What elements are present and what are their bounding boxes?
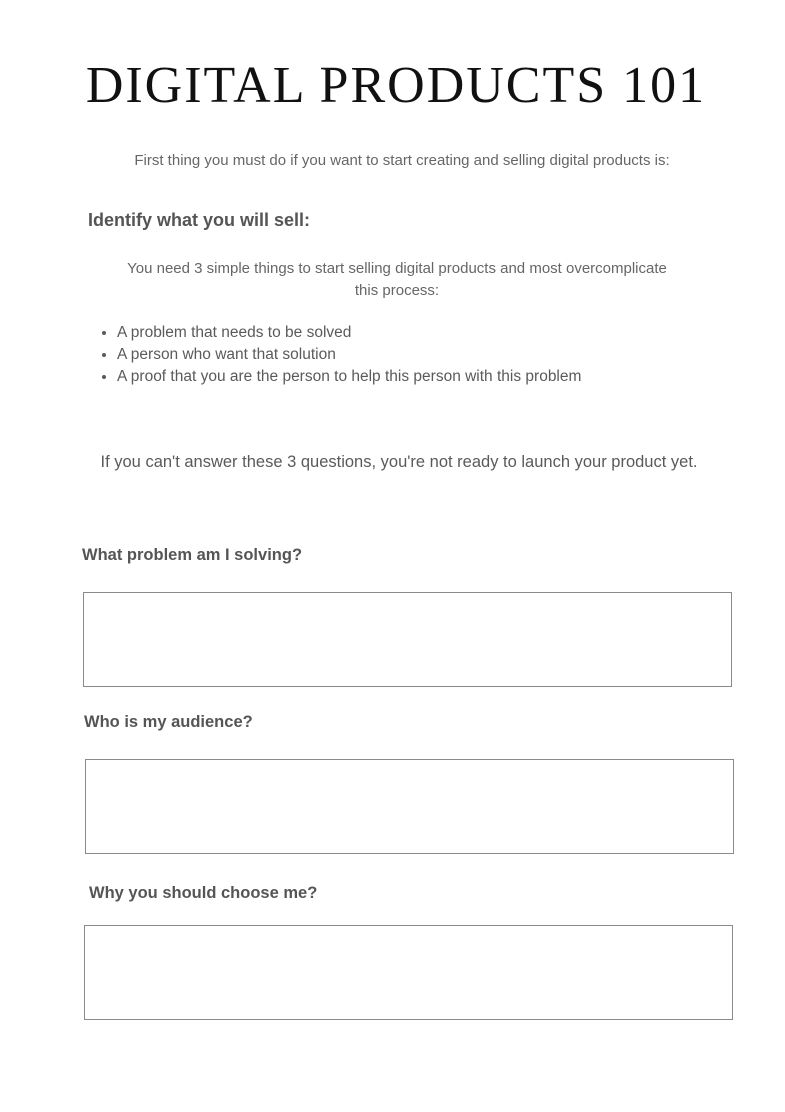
question-label-choose-me: Why you should choose me? xyxy=(89,884,318,902)
warning-text: If you can't answer these 3 questions, you're not ready to launch your product yet. xyxy=(100,453,698,471)
requirements-list xyxy=(99,322,581,388)
answer-box-choose-me[interactable] xyxy=(84,925,733,1020)
list-item: • A proof that you are the person to help this person with this problem xyxy=(117,366,581,388)
answer-box-audience[interactable] xyxy=(85,759,734,854)
list-item: • A person who want that solution xyxy=(117,344,581,366)
question-label-audience: Who is my audience? xyxy=(84,713,253,731)
page-title: DIGITAL PRODUCTS 101 xyxy=(85,57,707,114)
question-label-problem: What problem am I solving? xyxy=(82,546,303,564)
identify-heading: Identify what you will sell: xyxy=(88,210,311,230)
intro-text: First thing you must do if you want to start creating and selling digital products is: xyxy=(134,152,670,169)
answer-box-problem[interactable] xyxy=(83,592,732,687)
requirements-text: You need 3 simple things to start selling digital products and most overcomplicate this process: xyxy=(127,260,667,299)
list-item: • A problem that needs to be solved xyxy=(117,322,581,344)
